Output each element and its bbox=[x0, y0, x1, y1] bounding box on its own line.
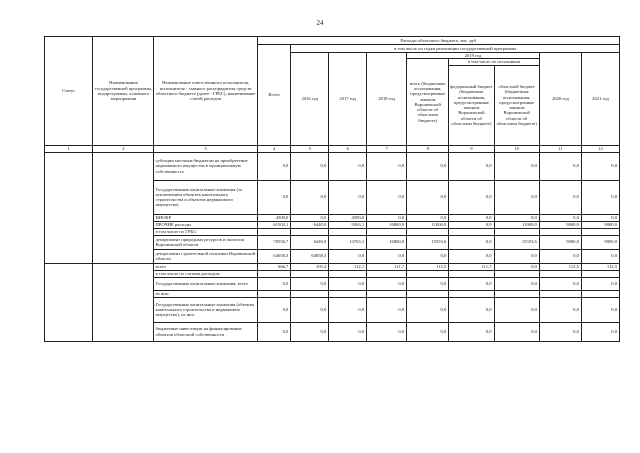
page-number: 24 bbox=[316, 19, 324, 27]
col-number: 8 bbox=[407, 145, 449, 152]
value-cell: 9000,0 bbox=[581, 235, 619, 249]
row-label: Государственные капитальные вложения, всего bbox=[154, 277, 257, 290]
value-cell: 0,0 bbox=[367, 152, 407, 180]
value-cell: 0,0 bbox=[539, 277, 581, 290]
value-cell: 0,0 bbox=[539, 322, 581, 341]
row-label: департамент строительной политики Воронежской области bbox=[155, 250, 256, 262]
col-number: 3 bbox=[154, 145, 257, 152]
value-cell: 0,0 bbox=[291, 180, 329, 214]
value-cell: 4500,0 bbox=[329, 214, 367, 221]
header-2021: 2021 год bbox=[581, 53, 619, 146]
value-cell: 0,0 bbox=[449, 152, 494, 180]
value-cell: 0,0 bbox=[407, 322, 449, 341]
value-cell: 0,0 bbox=[291, 152, 329, 180]
value-cell bbox=[407, 228, 449, 235]
header-2016: 2016 год bbox=[291, 53, 329, 146]
value-cell: 0,0 bbox=[494, 297, 539, 322]
header-budget-title: Расходы областного бюджета, тыс. руб bbox=[257, 37, 619, 45]
value-cell: 0,0 bbox=[581, 214, 619, 221]
budget-table bbox=[44, 36, 620, 342]
value-cell: 9000,0 bbox=[539, 235, 581, 249]
row-label: в том числе по статьям расходов: bbox=[154, 270, 257, 277]
value-cell: 0,0 bbox=[581, 152, 619, 180]
value-cell: 16800,0 bbox=[367, 221, 407, 228]
value-cell bbox=[581, 270, 619, 277]
value-cell: 0,0 bbox=[449, 249, 494, 263]
row-label: всего bbox=[154, 263, 257, 270]
value-cell: 0,0 bbox=[407, 214, 449, 221]
header-program-name: Наименование государственной программы, подпрограммы, основного мероприятия bbox=[93, 37, 154, 146]
value-cell: 0,0 bbox=[329, 277, 367, 290]
value-cell: 9000,0 bbox=[581, 221, 619, 228]
value-cell: 0,0 bbox=[494, 263, 539, 270]
header-regional: областной бюджет (бюджетные ассигнования, предусмотренные законом Воронежской области об областном бюджете) bbox=[494, 65, 539, 145]
header-incl-sources: в том числе по источникам bbox=[449, 59, 540, 65]
col-number: 10 bbox=[494, 145, 539, 152]
header-federal: федеральный бюджет (бюджетные ассигнования, предусмотренные законом Воронежской области об областном бюджете) bbox=[449, 65, 494, 145]
value-cell bbox=[367, 228, 407, 235]
value-cell: 15553,6 bbox=[494, 235, 539, 249]
value-cell: 0,0 bbox=[449, 235, 494, 249]
value-cell bbox=[449, 270, 494, 277]
value-cell: 0,0 bbox=[581, 322, 619, 341]
header-2019: 2019 год bbox=[407, 53, 540, 59]
value-cell: 0,0 bbox=[257, 277, 291, 290]
value-cell: 9000,0 bbox=[539, 221, 581, 228]
value-cell bbox=[329, 270, 367, 277]
value-cell bbox=[367, 270, 407, 277]
value-cell: 9263,1 bbox=[329, 221, 367, 228]
value-cell bbox=[257, 290, 291, 297]
value-cell: 0,0 bbox=[539, 180, 581, 214]
value-cell: 0,0 bbox=[494, 152, 539, 180]
value-cell: 0,0 bbox=[367, 249, 407, 263]
row-label: Государственные капитальные вложения (за исключением объектов капитального строительства и объектов недвижимого имущества) bbox=[154, 180, 257, 214]
value-cell: 0,0 bbox=[494, 180, 539, 214]
value-cell bbox=[581, 290, 619, 297]
value-cell: 0,0 bbox=[581, 249, 619, 263]
value-cell: 0,0 bbox=[257, 297, 291, 322]
value-cell: 0,0 bbox=[407, 297, 449, 322]
row-label: Государственные капитальные вложения (объекты капитального строительства и недвижимое имущество), из них: bbox=[154, 297, 257, 322]
value-cell: 6440,0 bbox=[291, 221, 329, 228]
value-cell: 0,0 bbox=[449, 214, 494, 221]
value-cell bbox=[539, 270, 581, 277]
value-cell: 0,0 bbox=[539, 214, 581, 221]
program-cell bbox=[93, 263, 154, 341]
header-total: Всего bbox=[257, 45, 291, 146]
value-cell: 4500,0 bbox=[257, 214, 291, 221]
value-cell bbox=[407, 270, 449, 277]
value-cell: 0,0 bbox=[539, 297, 581, 322]
value-cell: 112,5 bbox=[539, 263, 581, 270]
value-cell: 0,0 bbox=[449, 221, 494, 228]
value-cell bbox=[367, 290, 407, 297]
value-cell: 13763,1 bbox=[329, 235, 367, 249]
table-row bbox=[45, 263, 620, 270]
col-number: 7 bbox=[367, 145, 407, 152]
value-cell: 0,0 bbox=[449, 277, 494, 290]
value-cell: 11000,0 bbox=[407, 221, 449, 228]
value-cell: 0,0 bbox=[367, 180, 407, 214]
value-cell: 0,0 bbox=[581, 297, 619, 322]
value-cell bbox=[291, 270, 329, 277]
value-cell bbox=[494, 290, 539, 297]
value-cell: 0,0 bbox=[494, 277, 539, 290]
value-cell bbox=[291, 290, 329, 297]
table-row bbox=[45, 152, 620, 180]
value-cell: 0,0 bbox=[329, 249, 367, 263]
value-cell bbox=[494, 270, 539, 277]
value-cell bbox=[257, 270, 291, 277]
value-cell: 16800,0 bbox=[367, 235, 407, 249]
header-status: Статус bbox=[45, 37, 93, 146]
value-cell: 0,0 bbox=[291, 214, 329, 221]
row-label: бюджетные инвестиции на финансирование объектов областной собственности bbox=[154, 322, 257, 341]
row-label: департамент природных ресурсов и экологии Воронежской области bbox=[154, 235, 257, 249]
value-cell: 11000,0 bbox=[494, 221, 539, 228]
col-number: 5 bbox=[291, 145, 329, 152]
value-cell bbox=[257, 228, 291, 235]
program-cell bbox=[93, 152, 154, 263]
col-number: 11 bbox=[539, 145, 581, 152]
col-number: 6 bbox=[329, 145, 367, 152]
value-cell: 0,0 bbox=[581, 180, 619, 214]
value-cell: 64058,3 bbox=[257, 249, 291, 263]
header-executor: Наименование ответственного исполнителя, исполнителя - главного распорядителя средств областного бюджета (далее - ГРБС), наименование статей расходов bbox=[154, 37, 257, 146]
value-cell bbox=[449, 290, 494, 297]
col-number: 4 bbox=[257, 145, 291, 152]
value-cell: 105,4 bbox=[291, 263, 329, 270]
row-label: в том числе по ГРБС: bbox=[154, 228, 257, 235]
header-2018: 2018 год bbox=[367, 53, 407, 146]
value-cell: 0,0 bbox=[257, 180, 291, 214]
col-number: 12 bbox=[581, 145, 619, 152]
value-cell: 0,0 bbox=[407, 249, 449, 263]
header-2019-total: всего (бюджетные ассигнования, предусмотренные законом Воронежской области об областном бюджете) bbox=[407, 59, 449, 145]
value-cell bbox=[539, 290, 581, 297]
value-cell: 15553,6 bbox=[407, 235, 449, 249]
value-cell: 0,0 bbox=[291, 322, 329, 341]
value-cell: 0,0 bbox=[329, 297, 367, 322]
value-cell: 0,0 bbox=[494, 214, 539, 221]
status-cell bbox=[45, 152, 93, 263]
value-cell bbox=[449, 228, 494, 235]
value-cell: 0,0 bbox=[367, 322, 407, 341]
value-cell: 70556,7 bbox=[257, 235, 291, 249]
value-cell: 61503,1 bbox=[257, 221, 291, 228]
col-number: 1 bbox=[45, 145, 93, 152]
value-cell: 666,7 bbox=[257, 263, 291, 270]
value-cell: 0,0 bbox=[539, 249, 581, 263]
value-cell: 0,0 bbox=[407, 180, 449, 214]
value-cell: 0,0 bbox=[257, 152, 291, 180]
value-cell bbox=[329, 228, 367, 235]
value-cell bbox=[407, 290, 449, 297]
value-cell: 0,0 bbox=[367, 214, 407, 221]
value-cell: 0,0 bbox=[449, 180, 494, 214]
row-label: НИОКР bbox=[154, 214, 257, 221]
value-cell bbox=[494, 228, 539, 235]
value-cell: 0,0 bbox=[367, 297, 407, 322]
value-cell bbox=[539, 228, 581, 235]
col-number: 9 bbox=[449, 145, 494, 152]
row-label: из них: bbox=[154, 290, 257, 297]
value-cell: 0,0 bbox=[494, 322, 539, 341]
value-cell: 0,0 bbox=[329, 180, 367, 214]
value-cell: 0,0 bbox=[367, 277, 407, 290]
value-cell: 112,1 bbox=[329, 263, 367, 270]
value-cell: 0,0 bbox=[407, 152, 449, 180]
value-cell: 111,7 bbox=[367, 263, 407, 270]
value-cell: 0,0 bbox=[329, 322, 367, 341]
header-incl-program: в том числе по годам реализации государственной программы bbox=[291, 45, 620, 53]
value-cell: 0,0 bbox=[257, 322, 291, 341]
value-cell bbox=[581, 228, 619, 235]
status-cell bbox=[45, 263, 93, 341]
value-cell: 0,0 bbox=[407, 277, 449, 290]
value-cell: 111,7 bbox=[449, 263, 494, 270]
value-cell: 112,5 bbox=[407, 263, 449, 270]
value-cell: 0,0 bbox=[291, 277, 329, 290]
col-number: 2 bbox=[93, 145, 154, 152]
value-cell: 0,0 bbox=[581, 277, 619, 290]
value-cell: 112,5 bbox=[581, 263, 619, 270]
value-cell bbox=[329, 290, 367, 297]
value-cell: 64058,3 bbox=[291, 249, 329, 263]
value-cell: 6440,0 bbox=[291, 235, 329, 249]
value-cell: 0,0 bbox=[539, 152, 581, 180]
header-2017: 2017 год bbox=[329, 53, 367, 146]
value-cell: 0,0 bbox=[291, 297, 329, 322]
header-2020: 2020 год bbox=[539, 53, 581, 146]
value-cell: 0,0 bbox=[449, 297, 494, 322]
value-cell: 0,0 bbox=[494, 249, 539, 263]
value-cell: 0,0 bbox=[329, 152, 367, 180]
row-label: субсидии местным бюджетам на приобретение недвижимого имущества в муниципальную собственность bbox=[154, 152, 257, 180]
row-label: ПРОЧИЕ расходы bbox=[154, 221, 257, 228]
value-cell: 0,0 bbox=[449, 322, 494, 341]
value-cell bbox=[291, 228, 329, 235]
